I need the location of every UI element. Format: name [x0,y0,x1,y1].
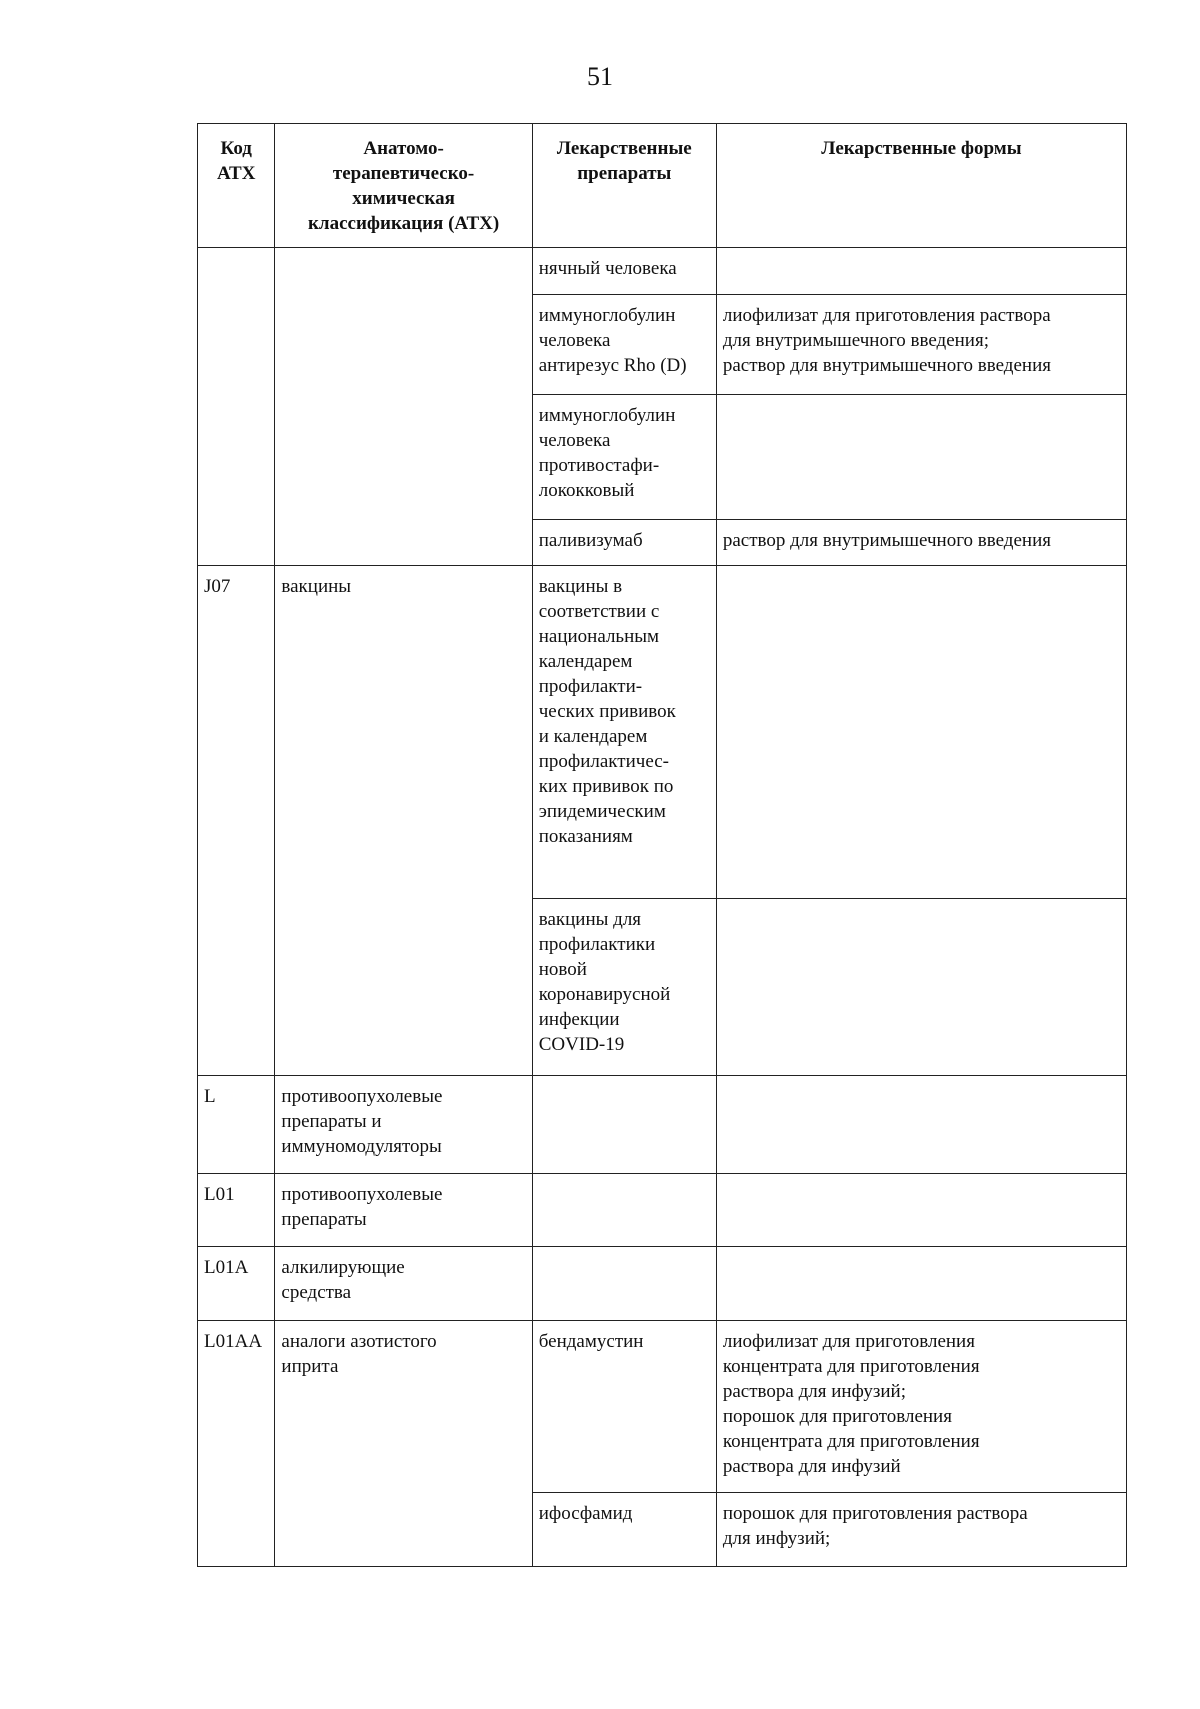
form-cell [716,248,1126,295]
code-cell: L01AA [198,1321,275,1567]
table-row [198,1247,1127,1321]
classification-cell: вакцины [275,566,532,1076]
header-code: Код АТХ [198,124,275,248]
form-cell [716,899,1126,1076]
classification-cell: алкилирующие средства [275,1247,532,1321]
header-forms: Лекарственные формы [716,124,1126,248]
table-row [198,1321,1127,1493]
drug-cell [532,1076,716,1174]
drug-cell: бендамустин [532,1321,716,1493]
code-cell: L01 [198,1174,275,1247]
code-cell: L01A [198,1247,275,1321]
drug-cell: вакцины в соответствии с национальным календарем профилакти- ческих прививок и календарем профилактичес- ких прививок по эпидемическим показаниям [532,566,716,899]
drug-cell: нячный человека [532,248,716,295]
code-cell [198,248,275,566]
classification-cell: противоопухолевые препараты и иммуномодуляторы [275,1076,532,1174]
table-header-row [198,124,1127,248]
drug-cell: ифосфамид [532,1493,716,1567]
drug-cell: иммуноглобулин человека противостафи- лококковый [532,395,716,520]
drug-cell [532,1247,716,1321]
form-cell: лиофилизат для приготовления концентрата для приготовления раствора для инфузий; порошок для приготовления концентрата для приготовления раствора для инфузий [716,1321,1126,1493]
form-cell [716,1174,1126,1247]
form-cell: порошок для приготовления раствора для инфузий; [716,1493,1126,1567]
classification-cell [275,248,532,566]
table-row [198,566,1127,899]
form-cell: раствор для внутримышечного введения [716,520,1126,566]
form-cell [716,1076,1126,1174]
drug-cell: вакцины для профилактики новой коронавирусной инфекции COVID-19 [532,899,716,1076]
page-number: 51 [587,62,613,91]
table-row [198,1174,1127,1247]
classification-cell: аналоги азотистого иприта [275,1321,532,1567]
drug-cell [532,1174,716,1247]
table-row [198,248,1127,295]
classification-cell: противоопухолевые препараты [275,1174,532,1247]
header-classification: Анатомо- терапевтическо- химическая классификация (АТХ) [275,124,532,248]
drug-cell: иммуноглобулин человека антирезус Rho (D) [532,295,716,395]
code-cell: J07 [198,566,275,1076]
form-cell: лиофилизат для приготовления раствора для внутримышечного введения; раствор для внутримышечного введения [716,295,1126,395]
atx-drug-table [197,123,1127,1567]
form-cell [716,566,1126,899]
table-row [198,1076,1127,1174]
form-cell [716,1247,1126,1321]
form-cell [716,395,1126,520]
drug-cell: паливизумаб [532,520,716,566]
code-cell: L [198,1076,275,1174]
header-drugs: Лекарственные препараты [532,124,716,248]
